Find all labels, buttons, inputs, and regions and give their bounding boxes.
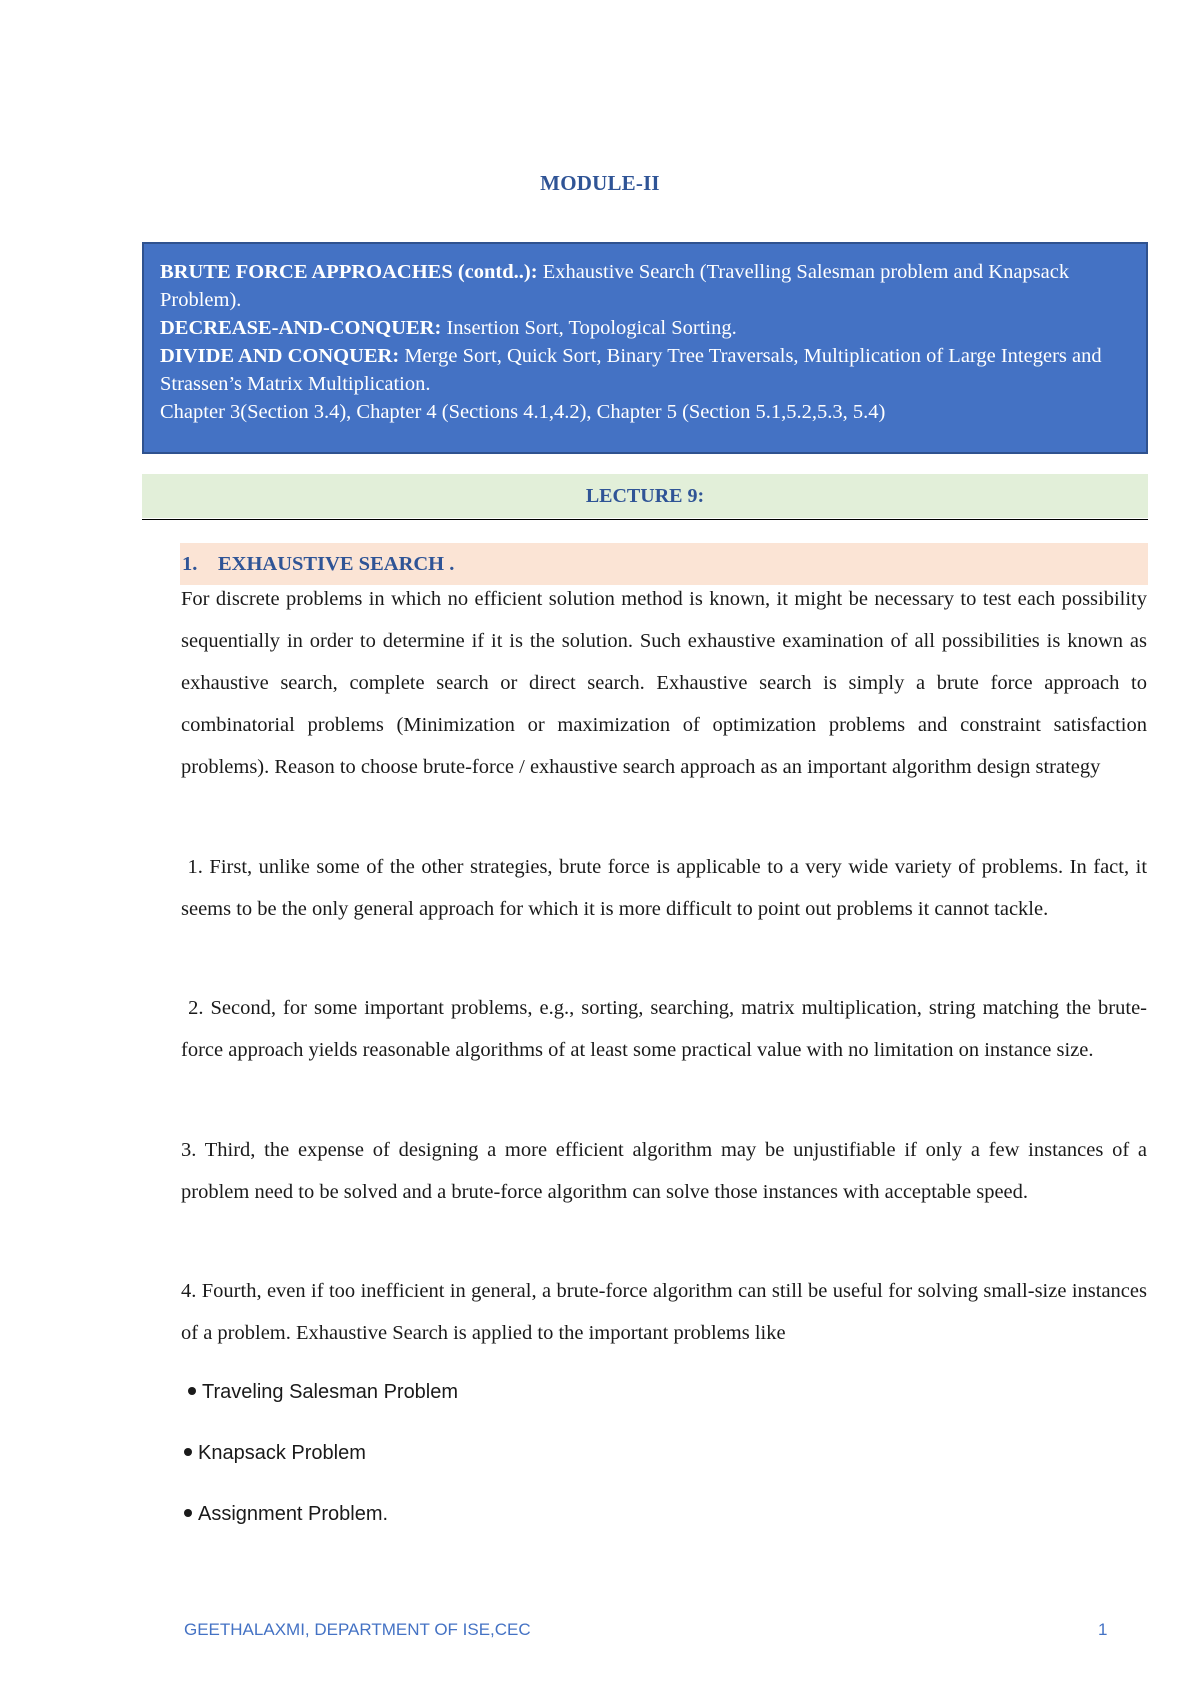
- list-item-text: Knapsack Problem: [198, 1442, 366, 1464]
- decrease-text: Insertion Sort, Topological Sorting.: [441, 317, 737, 339]
- point-4-text: 4. Fourth, even if too inefficient in general, a brute-force algorithm can still be useful for solving small-size instances of a problem. Exhaustive Search is applied to the important problems like: [181, 1280, 1147, 1344]
- list-item: [188, 1381, 458, 1404]
- divide-line: [160, 342, 1130, 398]
- point-3-text: 3. Third, the expense of designing a more efficient algorithm may be unjustifiable if only a few instances of a problem need to be solved and a brute-force algorithm can solve those instances with acceptable speed.: [181, 1139, 1147, 1203]
- brute-force-text: Exhaustive Search (Travelling Salesman problem and Knapsack Problem).: [160, 261, 1070, 311]
- point-3-paragraph: [181, 1129, 1147, 1213]
- brute-force-label: BRUTE FORCE APPROACHES (contd..):: [160, 261, 538, 283]
- decrease-line: [160, 314, 1130, 342]
- page-title: MODULE-II: [540, 171, 660, 195]
- intro-paragraph: [181, 578, 1147, 788]
- section-title: EXHAUSTIVE SEARCH .: [218, 553, 455, 575]
- horizontal-rule: [142, 519, 1148, 520]
- lecture-heading: LECTURE 9:: [142, 474, 1148, 518]
- point-2-paragraph: [181, 987, 1147, 1071]
- point-4-paragraph: [181, 1270, 1147, 1354]
- chapters-line: Chapter 3(Section 3.4), Chapter 4 (Sections 4.1,4.2), Chapter 5 (Section 5.1,5.2,5.3, 5.4): [160, 401, 886, 423]
- list-item-text: Assignment Problem.: [198, 1503, 389, 1525]
- point-1-paragraph: [181, 846, 1153, 930]
- list-item: [184, 1503, 388, 1526]
- bullet-icon: [188, 1387, 196, 1395]
- bullet-icon: [184, 1509, 192, 1517]
- page-number: 1: [1098, 1620, 1108, 1639]
- decrease-label: DECREASE-AND-CONQUER:: [160, 317, 442, 339]
- brute-force-line: [160, 258, 1130, 314]
- list-item: [184, 1442, 366, 1465]
- list-item-text: Traveling Salesman Problem: [202, 1381, 459, 1403]
- section-number: 1.: [182, 553, 198, 575]
- divide-text: Merge Sort, Quick Sort, Binary Tree Traversals, Multiplication of Large Integers and Strassen’s Matrix Multiplication.: [160, 345, 1102, 395]
- intro-text: For discrete problems in which no efficient solution method is known, it might be necessary to test each possibility sequentially in order to determine if it is the solution. Such exhaustive examination of all possibilities is known as exhaustive search, complete search or direct search. Exhaustive search is simply a brute force approach to combinatorial problems (Minimization or maximization of optimization problems and constraint satisfaction problems). Reason to choose brute-force / exhaustive search approach as an important algorithm design strategy: [181, 588, 1147, 778]
- divide-label: DIVIDE AND CONQUER:: [160, 345, 400, 367]
- footer-author: GEETHALAXMI, DEPARTMENT OF ISE,CEC: [184, 1620, 531, 1639]
- module-summary-box: [142, 242, 1148, 454]
- point-2-text: 2. Second, for some important problems, e.g., sorting, searching, matrix multiplication, string matching the brute-force approach yields reasonable algorithms of at least some practical value with no limitation on instance size.: [181, 997, 1148, 1061]
- point-1-text: 1. First, unlike some of the other strategies, brute force is applicable to a very wide variety of problems. In fact, it seems to be the only general approach for which it is more difficult to point out problems it cannot tackle.: [181, 856, 1153, 920]
- bullet-icon: [184, 1448, 192, 1456]
